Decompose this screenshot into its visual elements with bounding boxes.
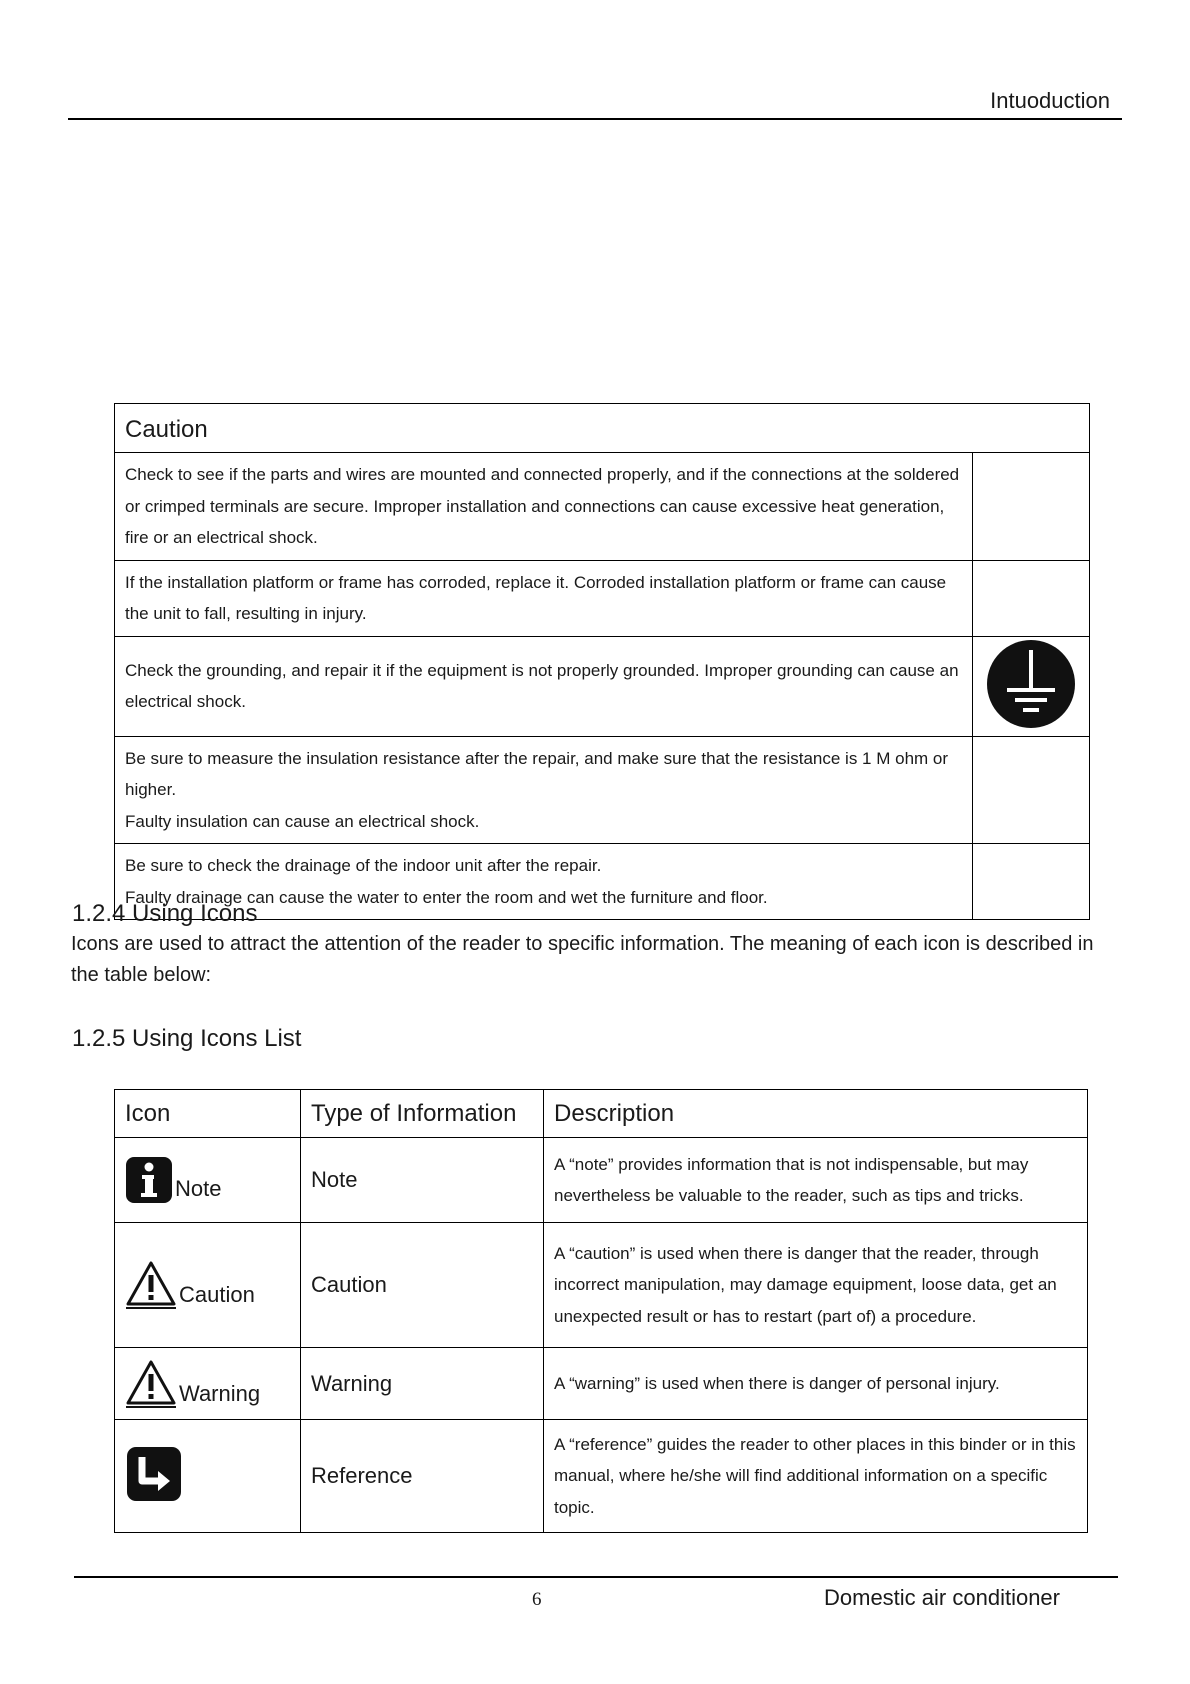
running-header-title: Intuoduction bbox=[990, 88, 1110, 113]
icons-table-icon-cell bbox=[115, 1348, 301, 1420]
icon-with-label bbox=[125, 1156, 290, 1204]
reference-arrow-icon bbox=[125, 1445, 183, 1503]
icons-table-header-icon: Icon bbox=[115, 1090, 301, 1138]
caution-row-text bbox=[115, 736, 973, 844]
icon-label: Warning bbox=[179, 1380, 261, 1406]
footer-rule bbox=[74, 1576, 1118, 1578]
section-heading-icons-list: 1.2.5 Using Icons List bbox=[72, 1025, 302, 1052]
icons-table-icon-cell bbox=[115, 1138, 301, 1223]
icons-table-description-cell: A “warning” is used when there is danger of personal injury. bbox=[544, 1348, 1088, 1420]
caution-row-icon-cell bbox=[973, 736, 1090, 844]
info-icon bbox=[125, 1156, 173, 1204]
icons-table-row bbox=[115, 1138, 1088, 1223]
section-body-using-icons: Icons are used to attract the attention of the reader to specific information. The meaning of each icon is described in the table below: bbox=[71, 933, 1094, 986]
description-line: unexpected result or has to restart (part of) a procedure. bbox=[554, 1306, 977, 1326]
icon-with-label bbox=[125, 1359, 290, 1409]
caution-row-line: Be sure to check the drainage of the indoor unit after the repair. bbox=[125, 856, 602, 875]
caution-row-text: Check the grounding, and repair it if the equipment is not properly grounded. Improper grounding can cause an electrical shock. bbox=[115, 636, 973, 736]
caution-row-icon-cell bbox=[973, 453, 1090, 561]
ground-symbol-icon bbox=[985, 638, 1077, 730]
caution-row-line: Faulty insulation can cause an electrical shock. bbox=[125, 811, 480, 831]
caution-row-icon-cell bbox=[973, 844, 1090, 920]
caution-triangle-icon bbox=[125, 1260, 177, 1310]
running-footer-title: Domestic air conditioner bbox=[824, 1585, 1060, 1610]
caution-row bbox=[115, 453, 1090, 561]
icons-table-description-cell: A “note” provides information that is not indispensable, but may nevertheless be valuable to the reader, such as tips and tricks. bbox=[544, 1138, 1088, 1223]
caution-row-line: Be sure to measure the insulation resistance after the repair, and make sure that the resistance is 1 M ohm or higher. bbox=[125, 748, 949, 799]
icons-table-header-description: Description bbox=[544, 1090, 1088, 1138]
icon-with-label bbox=[125, 1260, 290, 1310]
icons-table-row bbox=[115, 1420, 1088, 1533]
page-number: 6 bbox=[532, 1589, 542, 1610]
icons-table-type-cell: Reference bbox=[301, 1420, 544, 1533]
caution-table bbox=[114, 403, 1090, 920]
caution-row bbox=[115, 844, 1090, 920]
caution-row bbox=[115, 736, 1090, 844]
header-rule bbox=[68, 118, 1122, 120]
icons-table-description-cell bbox=[544, 1223, 1088, 1348]
icons-table-row bbox=[115, 1348, 1088, 1420]
icon-label: Caution bbox=[179, 1282, 255, 1307]
description-line: A “caution” is used when there is danger that the reader, through incorrect manipulation, may damage equipment, loose data, get an bbox=[554, 1243, 1057, 1295]
icons-table-icon-cell bbox=[115, 1420, 301, 1533]
icons-table-description-cell: A “reference” guides the reader to other places in this binder or in this manual, where he/she will find additional information on a specific topic. bbox=[544, 1420, 1088, 1533]
icon-label: Note bbox=[175, 1176, 222, 1201]
caution-row-icon-cell bbox=[973, 560, 1090, 636]
caution-table-title: Caution bbox=[115, 404, 1090, 453]
icons-table-icon-cell bbox=[115, 1223, 301, 1348]
icons-table-row bbox=[115, 1223, 1088, 1348]
icons-table-header-type: Type of Information bbox=[301, 1090, 544, 1138]
section-heading-using-icons: 1.2.4 Using Icons bbox=[72, 900, 258, 927]
caution-row bbox=[115, 560, 1090, 636]
caution-row-icon-cell bbox=[973, 636, 1090, 736]
icons-table-type-cell: Caution bbox=[301, 1223, 544, 1348]
caution-table-title-row bbox=[115, 404, 1090, 453]
icons-table bbox=[114, 1089, 1088, 1533]
icons-table-type-cell: Warning bbox=[301, 1348, 544, 1420]
warning-triangle-icon bbox=[125, 1359, 177, 1409]
caution-row-line: Faulty drainage can cause the water to enter the room and wet the furniture and floor. bbox=[125, 887, 768, 907]
caution-row-text: If the installation platform or frame has corroded, replace it. Corroded installation platform or frame can cause the unit to fall, resulting in injury. bbox=[115, 560, 973, 636]
caution-row bbox=[115, 636, 1090, 736]
icons-table-type-cell: Note bbox=[301, 1138, 544, 1223]
icons-table-header-row bbox=[115, 1090, 1088, 1138]
caution-row-text: Check to see if the parts and wires are mounted and connected properly, and if the connections at the soldered or crimped terminals are secure. Improper installation and connections can cause excessive heat generation, fire or an electrical shock. bbox=[115, 453, 973, 561]
